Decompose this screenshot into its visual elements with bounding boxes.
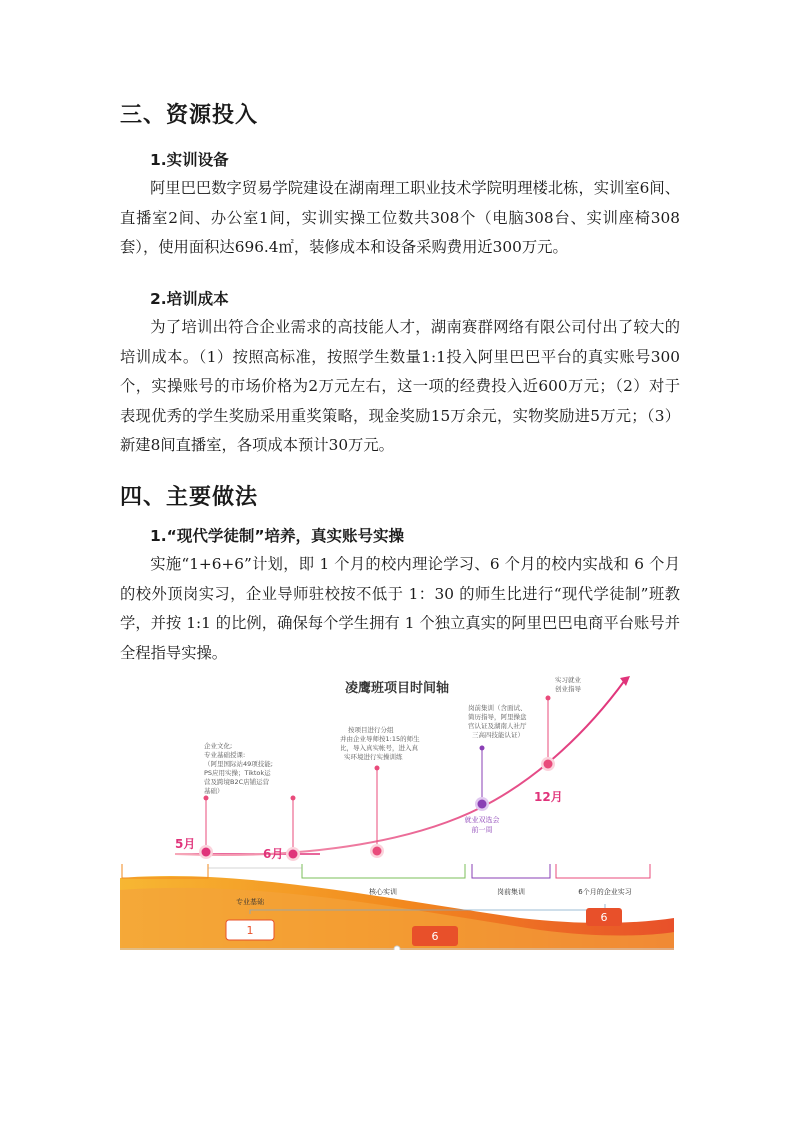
note-foundation-line-5: 营及跨境B2C店铺运营 xyxy=(204,778,270,786)
note-prejob-line-1: 岗前集训（含面试、 xyxy=(468,704,527,712)
note-foundation xyxy=(204,741,273,795)
note-foundation-line-3: （阿里国际站49项技能; xyxy=(204,760,273,768)
stem-dot-5 xyxy=(546,696,551,701)
training-cost-text: 为了培训出符合企业需求的高技能人才，湖南赛群网络有限公司付出了较大的培训成本。（1）按照高标准，按照学生数量1:1投入阿里巴巴平台的真实账号300个，实操账号的市场价格为2万元左右，这一项的经费投入近600万元；（2）对于表现优秀的学生奖励采用重奖策略，现金奖励15万余元，实物奖励进5万元；（3）新建8间直播室，各项成本预计30万元。 xyxy=(120,318,680,454)
note-core-training xyxy=(340,725,420,761)
training-cost-paragraph xyxy=(120,313,680,461)
figure-bottom-dot xyxy=(394,946,400,950)
count-value-1: 1 xyxy=(246,924,254,937)
note-foundation-line-6: 基础） xyxy=(204,787,224,795)
phase-label-prejob: 岗前集训 xyxy=(497,888,525,896)
month-label-may: 5月 xyxy=(175,837,196,851)
phase-label-core: 核心实训 xyxy=(369,888,397,896)
note-jobfair-line-1: 就业双选会 xyxy=(464,816,500,824)
equipment-paragraph xyxy=(120,174,680,263)
apprenticeship-text: 实施“1+6+6”计划，即 1 个月的校内理论学习、6 个月的校内实战和 6 个月的校外顶岗实习，企业导师驻校按不低于 1：30 的师生比进行“现代学徒制”班教学，并按 1:1 的比例，确保每个学生拥有 1 个独立真实的阿里巴巴电商平台账号并全程指导实操。 xyxy=(120,555,680,662)
apprenticeship-paragraph xyxy=(120,550,680,668)
note-foundation-line-2: 专业基础授课: xyxy=(204,751,246,759)
note-prejob-line-3: 官认证及湖南人社厅 xyxy=(468,722,527,730)
note-foundation-line-1: 企业文化; xyxy=(204,742,233,750)
note-pre-job xyxy=(468,703,527,739)
phase-label-foundation: 专业基础 xyxy=(236,898,264,906)
note-core-line-3: 比，导入真实帐号，进入真 xyxy=(340,744,418,752)
note-internship xyxy=(555,675,582,693)
note-core-line-1: 按项目进行分组 xyxy=(348,726,394,734)
note-jobfair-line-2: 前一周 xyxy=(471,826,493,834)
subsection-training-cost-title: 2.培训成本 xyxy=(150,290,229,308)
note-job-fair xyxy=(465,815,500,834)
phase-label-internship: 6个月的企业实习 xyxy=(578,888,632,896)
milestone-5 xyxy=(544,760,553,769)
stem-dot-4 xyxy=(480,746,485,751)
note-core-line-2: 并由企业导师按1:15的师生 xyxy=(340,735,420,743)
bracket-core xyxy=(302,864,465,878)
milestone-1 xyxy=(202,848,211,857)
note-core-line-4: 实环境进行实操训练 xyxy=(344,753,403,761)
milestone-3 xyxy=(373,847,382,856)
note-prejob-line-4: 三高四技能认证） xyxy=(472,731,524,739)
timeline-figure xyxy=(120,668,674,950)
bracket-foundation xyxy=(122,864,208,878)
note-internship-line-2: 创业指导 xyxy=(555,685,581,693)
month-label-december: 12月 xyxy=(534,790,563,804)
note-foundation-line-4: PS应用实操；Tiktok运 xyxy=(204,769,271,777)
equipment-text: 阿里巴巴数字贸易学院建设在湖南理工职业技术学院明理楼北栋，实训室6间、直播室2间、办公室1间，实训实操工位数共308个（电脑308台、实训座椅308套），使用面积达696.4㎡，装修成本和设备采购费用近300万元。 xyxy=(120,179,680,256)
bracket-prejob xyxy=(472,864,550,878)
count-value-2: 6 xyxy=(431,930,439,943)
count-value-3: 6 xyxy=(600,911,608,924)
subsection-equipment-title: 1.实训设备 xyxy=(150,151,229,169)
stem-dot-1 xyxy=(204,796,209,801)
section-4-title: 四、主要做法 xyxy=(120,485,259,510)
stem-dot-2 xyxy=(291,796,296,801)
milestone-2 xyxy=(289,850,298,859)
stem-dot-3 xyxy=(375,766,380,771)
note-prejob-line-2: 简历指导，阿里操盘 xyxy=(468,713,527,721)
subsection-apprenticeship-title: 1.“现代学徒制”培养，真实账号实操 xyxy=(150,527,405,545)
milestone-4 xyxy=(478,800,487,809)
month-label-june: 6月 xyxy=(263,847,284,861)
note-internship-line-1: 实习就业 xyxy=(555,676,581,684)
timeline-title: 凌鹰班项目时间轴 xyxy=(344,681,450,696)
section-3-title: 三、资源投入 xyxy=(120,103,259,128)
bracket-internship xyxy=(556,864,650,878)
